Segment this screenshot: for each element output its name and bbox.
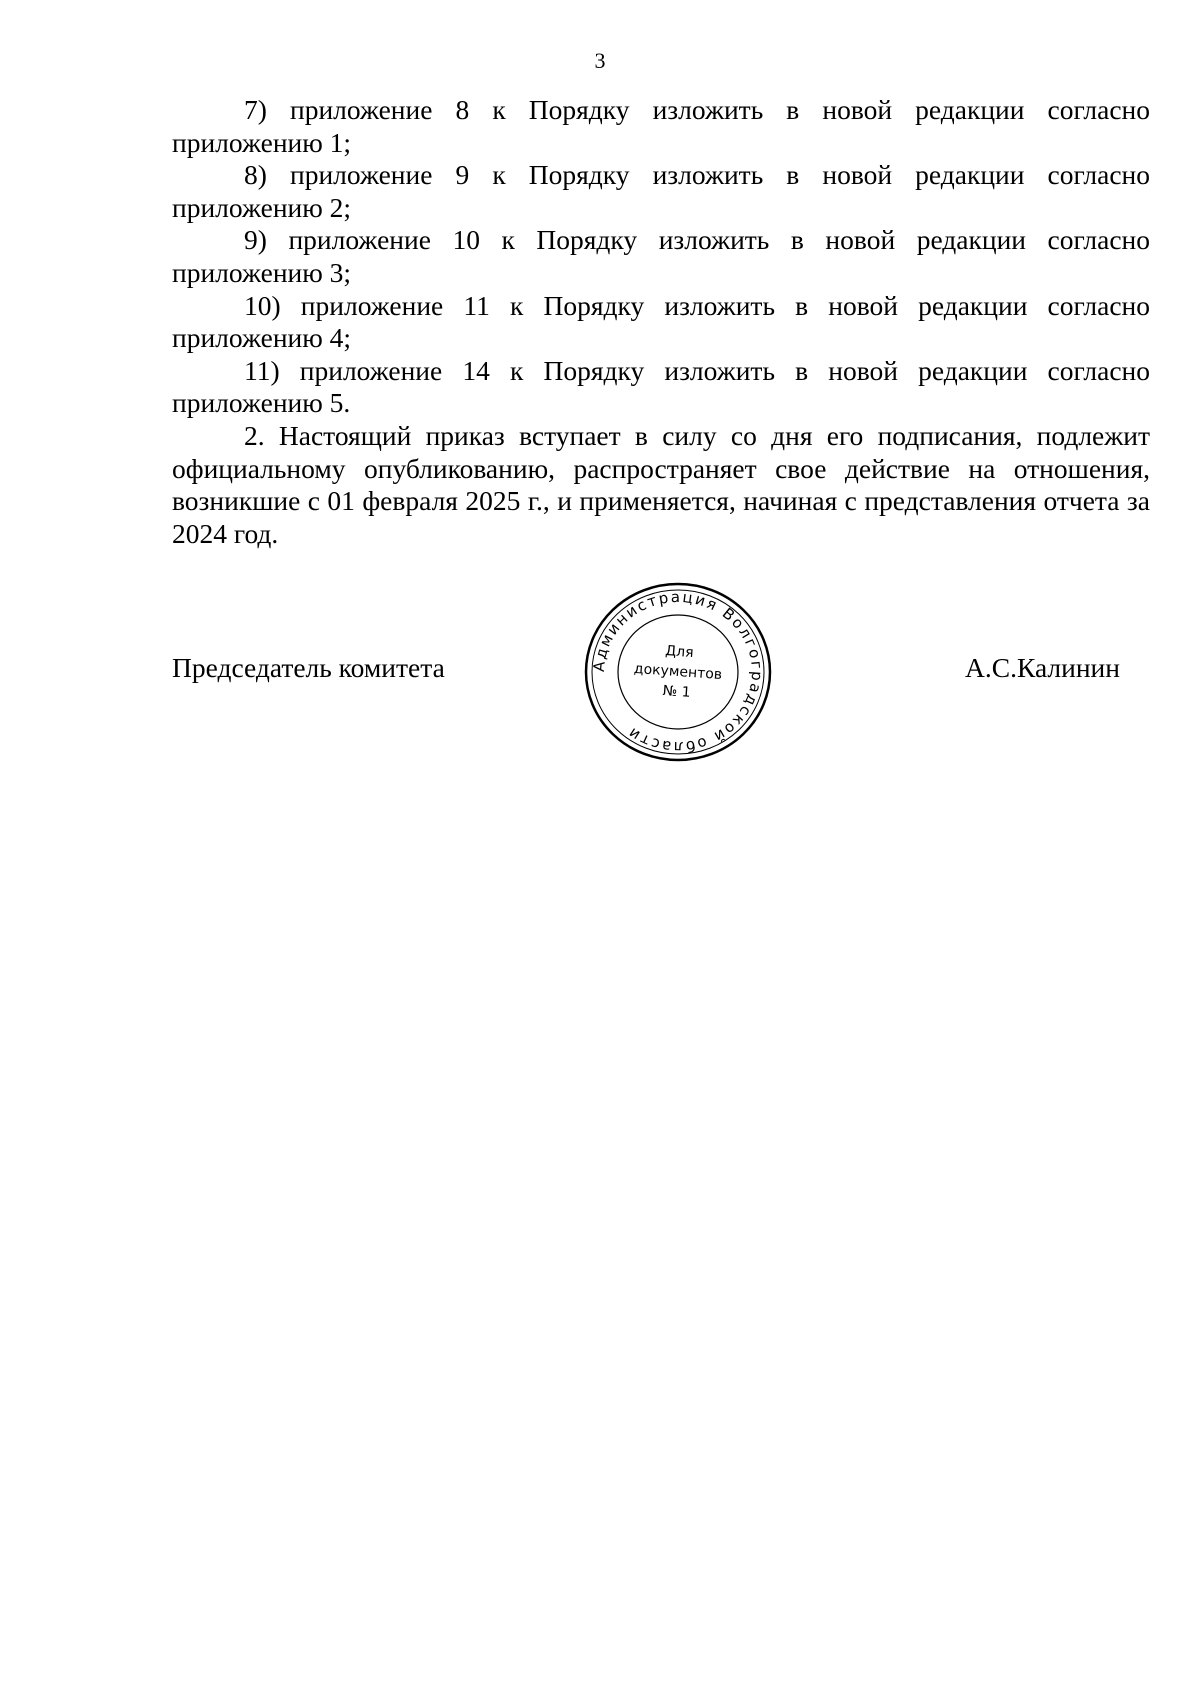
page-number: 3 [594, 48, 606, 73]
seal-center-line1: Для [664, 643, 695, 662]
signatory-name: А.С.Калинин [965, 652, 1120, 683]
list-item-7: 7) приложение 8 к Порядку изложить в новой редакции согласно приложению 1; [172, 94, 1150, 158]
list-item-8: 8) приложение 9 к Порядку изложить в новой редакции согласно приложению 2; [172, 159, 1150, 223]
document-body [172, 94, 1150, 550]
effective-date-paragraph: 2. Настоящий приказ вступает в силу со дня его подписания, подлежит официальному опубликованию, распространяет свое действие на отношения, возникшие с 01 февраля 2025 г., и применяется, начиная с представления отчета за 2024 год. [172, 419, 1150, 549]
list-item-10: 10) приложение 11 к Порядку изложить в новой редакции согласно приложению 4; [172, 289, 1150, 354]
official-seal [582, 580, 774, 764]
seal-center-line2: документов [633, 660, 723, 684]
signatory-title: Председатель комитета [172, 652, 445, 683]
seal-outer-textpath: Администрация Волгоградской области [589, 587, 767, 757]
list-item-9: 9) приложение 10 к Порядку изложить в новой редакции согласно приложению 3; [172, 224, 1150, 288]
list-item-11: 11) приложение 14 к Порядку изложить в новой редакции согласно приложению 5. [172, 354, 1150, 419]
seal-center-line3: № 1 [662, 682, 692, 701]
